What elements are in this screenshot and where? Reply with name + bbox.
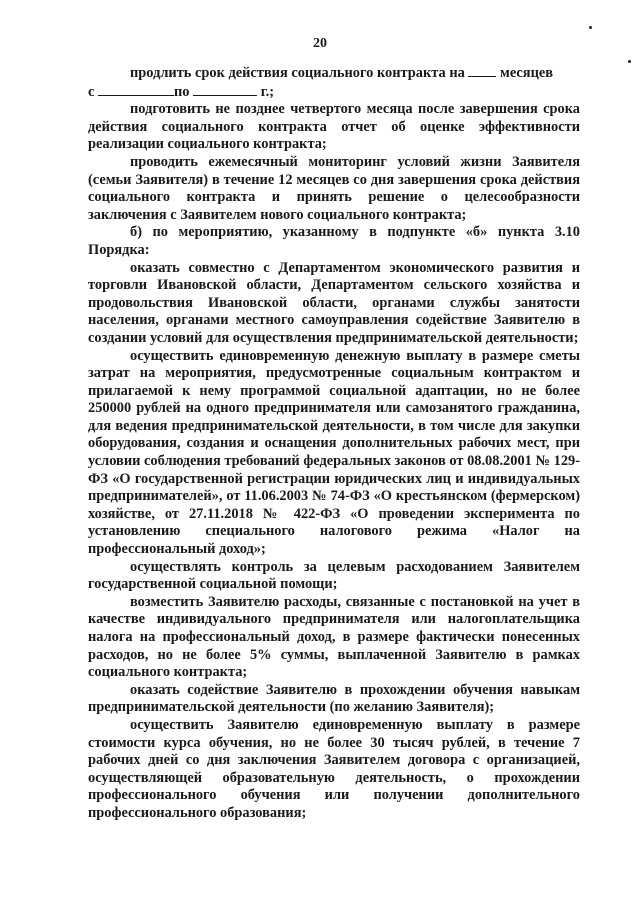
paragraph-reimburse: возместить Заявителю расходы, связанные с постановкой на учет в качестве индивидуального предпринимателя или налогоплательщика налога на профессиональный доход, в размере фактически понесенных расходов, но не более 5% суммы, выплаченной Заявителю в рамках социального контракта; [88,593,580,681]
paragraph-monitoring: проводить ежемесячный мониторинг условий жизни Заявителя (семьи Заявителя) в течение 12 месяцев со дня завершения срока действия социального контракта и принять решение о целесообразности заключения с Заявителем нового социального контракта; [88,153,580,223]
paragraph-training-assist: оказать содействие Заявителю в прохождении обучения навыкам предпринимательской деятельности (по желанию Заявителя); [88,681,580,716]
paragraph-control: осуществлять контроль за целевым расходованием Заявителем государственной социальной помощи; [88,558,580,593]
paragraph-subpoint-b: б) по мероприятию, указанному в подпункте «б» пункта 3.10 Порядка: [88,224,580,258]
blank-date-from [98,83,174,96]
paragraph-assistance: оказать совместно с Департаментом экономического развития и торговли Ивановской области, Департаментом сельского хозяйства и продовольствия Ивановской области, органами службы занятости населения, органами местного самоуправления содействие Заявителю в создании условий для осуществления предпринимательской деятельности; [88,259,580,346]
paragraph-report: подготовить не позднее четвертого месяца после завершения срока действия социального контракта отчет об оценке эффективности реализации социального контракта; [88,101,580,153]
paragraph-one-time-payment: осуществить единовременную денежную выплату в размере сметы затрат на мероприятия, предусмотренные социальным контрактом и прилагаемой к нему программой социальной адаптации, но не более 250000 рублей на одного предпринимателя или самозанятого гражданина, для ведения предпринимательской деятельности, в том числе для закупки оборудования, создания и оснащения дополнительных рабочих мест, при условии соблюдения требований федеральных законов от 08.08.2001 № 129-ФЗ «О государственной регистрации юридических лиц и индивидуальных предпринимателей», от 11.06.2003 № 74-ФЗ «О крестьянском (фермерском) хозяйстве, от 27.11.2018 № 422-ФЗ «О проведении эксперимента по установлению специального налогового режима «Налог на профессиональный доход»; [88,347,580,558]
blank-months [468,64,496,77]
scan-mark-dot [628,60,631,63]
blank-date-to [193,83,257,96]
paragraph-extend-contract: продлить срок действия социального контракта на месяцев с по г.; [88,65,554,100]
scan-mark-dot [589,26,592,29]
document-body [88,64,580,823]
paragraph-training-payment: осуществить Заявителю единовременную выплату в размере стоимости курса обучения, но не более 30 тысяч рублей, в течение 7 рабочих дней со дня заключения Заявителем договора с организацией, осуществляющей образовательную деятельность, о прохождении профессионального обучения или получении дополнительного профессионального образования; [88,716,580,821]
page-number: 20 [313,36,327,51]
